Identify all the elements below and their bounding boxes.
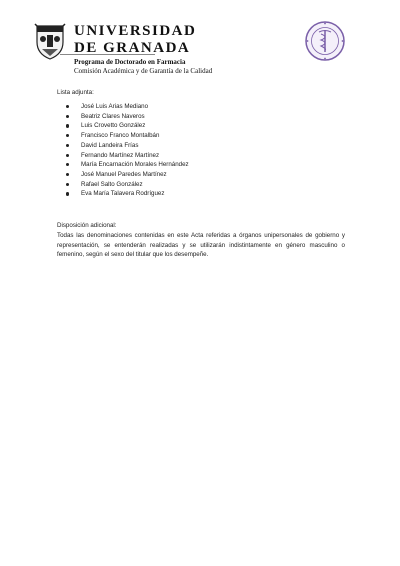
list-item-text: Beatriz Clares Naveros (81, 112, 145, 120)
university-name (74, 24, 196, 56)
list-item-text: Eva María Talavera Rodríguez (81, 190, 165, 198)
bullet-icon (66, 134, 69, 137)
header-divider (60, 54, 155, 55)
list-heading: Lista adjunta: (57, 89, 94, 96)
list-item (57, 180, 345, 190)
list-item-text: Rafael Salto González (81, 180, 143, 188)
university-name-line1: UNIVERSIDAD (74, 23, 197, 39)
bullet-icon (66, 124, 69, 127)
list-item-text: José Manuel Paredes Martínez (81, 170, 167, 178)
bullet-icon (66, 173, 69, 176)
list-item-text: Francisco Franco Montalbán (81, 132, 160, 140)
disposition-text: Todas las denominaciones contenidas en este Acta referidas a órganos unipersonales de gobierno y representación, se entenderán realizadas y se utilizarán indistintamente en género masculino o femenino, según el sexo del titular que los desempeñe. (57, 232, 345, 259)
list-item (57, 112, 345, 122)
list-item (57, 170, 345, 180)
bullet-icon (66, 154, 69, 157)
disposition-title: Disposición adicional: (57, 222, 117, 230)
list-item (57, 121, 345, 131)
list-item (57, 102, 345, 112)
list-item (57, 151, 345, 161)
program-heading (74, 58, 212, 76)
list-item (57, 131, 345, 141)
bullet-icon (66, 144, 69, 147)
faculty-seal-icon (304, 20, 346, 62)
list-item (57, 141, 345, 151)
university-name-line2: DE GRANADA (74, 40, 191, 56)
list-item-text: David Landeira Frías (81, 141, 139, 149)
list-item-text: Luis Crovetto González (81, 122, 146, 130)
bullet-icon (66, 183, 69, 186)
list-item-text: José Luis Arias Mediano (81, 103, 149, 110)
bullet-icon (66, 105, 69, 108)
list-item (57, 189, 345, 199)
list-item-text: María Encarnación Morales Hernández (81, 161, 189, 169)
bullet-icon (66, 192, 69, 195)
bullet-icon (66, 163, 69, 166)
list-item-text: Fernando Martínez Martínez (81, 151, 160, 159)
additional-disposition (57, 221, 345, 260)
program-title: Programa de Doctorado en Farmacia (74, 58, 186, 66)
list-item (57, 160, 345, 170)
names-list (57, 102, 345, 199)
bullet-icon (66, 115, 69, 118)
commission-name: Comisión Académica y de Garantía de la Calidad (74, 67, 213, 75)
document-body (57, 88, 345, 260)
